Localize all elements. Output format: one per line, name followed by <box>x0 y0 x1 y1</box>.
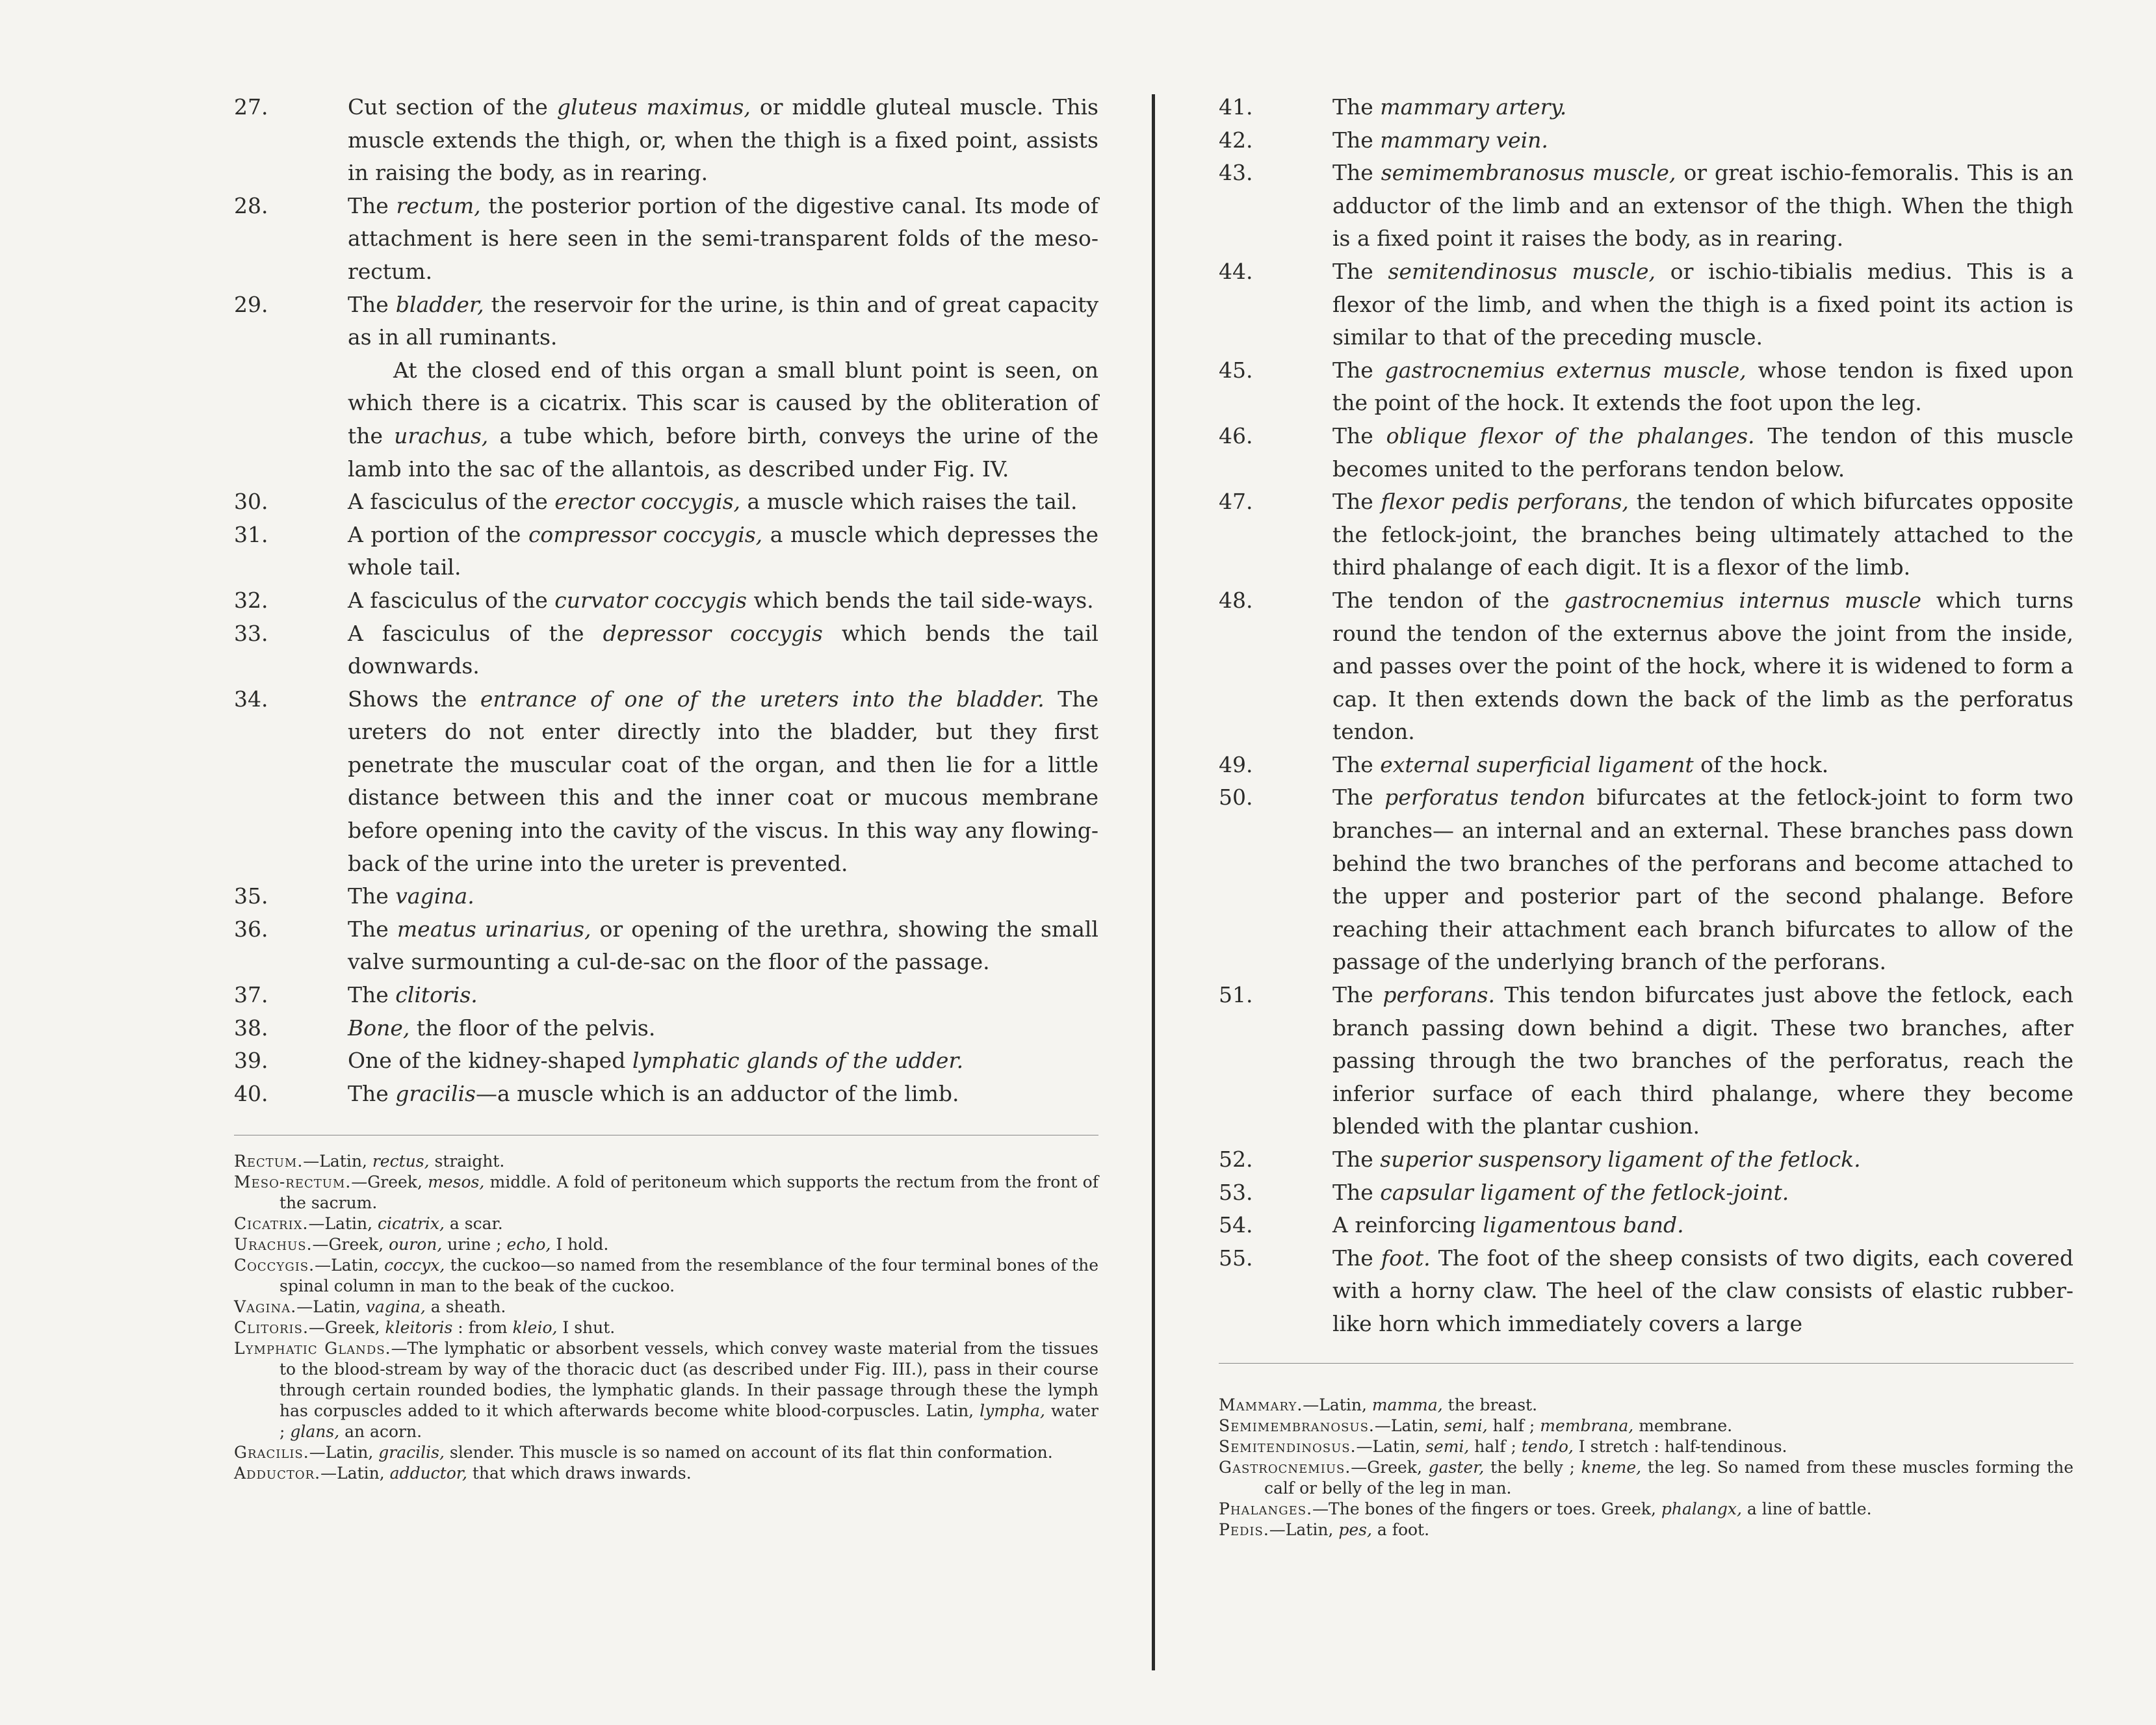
entry-number: 43. <box>1219 160 1253 186</box>
entry-number: 41. <box>1219 94 1253 120</box>
right-item-list <box>1219 91 2073 1341</box>
numbered-entry <box>1219 157 2073 255</box>
entry-text: A fasciculus of the depressor coccygis which bends the tail downwards. <box>348 620 1098 679</box>
numbered-entry <box>234 519 1098 584</box>
footnote: Mammary.—Latin, mamma, the breast. <box>1219 1395 1538 1414</box>
numbered-entry <box>1219 1209 2073 1242</box>
footnote: Rectum.—Latin, rectus, straight. <box>234 1152 505 1171</box>
entry-number: 55. <box>1219 1245 1253 1271</box>
entry-number: 29. <box>234 291 268 317</box>
entry-text: A reinforcing ligamentous band. <box>1332 1212 1684 1238</box>
right-footnotes <box>1219 1395 2073 1540</box>
entry-number: 50. <box>1219 785 1253 811</box>
entry-text: The tendon of the gastrocnemius internus muscle which turns round the tendon of the externus above the joint from the inside, and passes over the point of the hock, where it is widened to form a cap. It then extends down the back of the limb as the perforatus tendon. <box>1332 587 2074 745</box>
footnote: Lymphatic Glands.—The lymphatic or absorbent vessels, which convey waste material from the tissues to the blood-stream by way of the thoracic duct (as described under Fig. III.), pass in their course through certain rounded bodies, the lymphatic glands. In their passage through these the lymph has corpuscles added to it which afterwards become white blood-corpuscles. Latin, lympha, water ; glans, an acorn. <box>234 1339 1098 1442</box>
numbered-entry <box>1219 91 2073 124</box>
numbered-entry <box>1219 1242 2073 1341</box>
entry-text: The foot. The foot of the sheep consists of two digits, each covered with a horny claw. The heel of the claw consists of elastic rubber-like horn which immediately covers a large <box>1332 1245 2073 1336</box>
entry-text: The clitoris. <box>348 982 478 1008</box>
numbered-entry <box>234 913 1098 979</box>
numbered-entry <box>234 289 1098 486</box>
entry-number: 32. <box>234 587 268 613</box>
numbered-entry <box>234 617 1098 683</box>
numbered-entry <box>1219 781 2073 979</box>
entry-text: Shows the entrance of one of the ureters into the bladder. The ureters do not enter directly into the bladder, but they first penetrate the muscular coat of the organ, and then lie for a little distance between this and the inner coat or mucous membrane before opening into the cavity of the viscus. In this way any flowing-back of the urine into the ureter is prevented. <box>348 686 1098 876</box>
entry-text: The mammary vein. <box>1332 127 1548 153</box>
numbered-entry <box>234 880 1098 913</box>
entry-number: 46. <box>1219 422 1253 448</box>
numbered-entry <box>234 190 1098 289</box>
numbered-entry <box>1219 584 2073 749</box>
entry-text: The superior suspensory ligament of the fetlock. <box>1332 1147 1861 1172</box>
numbered-entry <box>1219 749 2073 782</box>
entry-number: 40. <box>234 1080 268 1106</box>
left-item-list <box>234 91 1098 1110</box>
numbered-entry <box>1219 1176 2073 1210</box>
left-column <box>234 91 1098 1484</box>
entry-text: Bone, the floor of the pelvis. <box>348 1015 656 1041</box>
entry-text: The meatus urinarius, or opening of the urethra, showing the small valve surmounting a cul-de-sac on the floor of the passage. <box>348 916 1098 975</box>
numbered-entry <box>1219 420 2073 486</box>
numbered-entry <box>234 91 1098 190</box>
footnote: Vagina.—Latin, vagina, a sheath. <box>234 1297 506 1317</box>
column-divider <box>1152 94 1155 1670</box>
entry-number: 45. <box>1219 357 1253 383</box>
entry-text: The gastrocnemius externus muscle, whose tendon is fixed upon the point of the hock. It extends the foot upon the leg. <box>1332 357 2073 416</box>
entry-text: Cut section of the gluteus maximus, or middle gluteal muscle. This muscle extends the thigh, or, when the thigh is a fixed point, assists in raising the body, as in rearing. <box>348 94 1098 186</box>
entry-number: 52. <box>1219 1147 1253 1172</box>
entry-text: The capsular ligament of the fetlock-joint. <box>1332 1179 1789 1205</box>
entry-text: The oblique flexor of the phalanges. The tendon of this muscle becomes united to the perforans tendon below. <box>1332 422 2073 482</box>
right-column <box>1219 91 2073 1540</box>
numbered-entry <box>1219 486 2073 584</box>
entry-subparagraph: At the closed end of this organ a small blunt point is seen, on which there is a cicatrix. This scar is caused by the obliteration of the urachus, a tube which, before birth, conveys the urine of the lamb into the sac of the allantois, as described under Fig. IV. <box>348 357 1098 482</box>
numbered-entry <box>1219 255 2073 354</box>
numbered-entry <box>234 683 1098 881</box>
footnote: Phalanges.—The bones of the fingers or toes. Greek, phalangx, a line of battle. <box>1219 1499 1872 1518</box>
footnote: Semimembranosus.—Latin, semi, half ; membrana, membrane. <box>1219 1416 1733 1435</box>
numbered-entry <box>234 486 1098 519</box>
entry-text: A fasciculus of the erector coccygis, a muscle which raises the tail. <box>348 489 1078 515</box>
entry-number: 27. <box>234 94 268 120</box>
entry-number: 33. <box>234 620 268 646</box>
footnote: Gracilis.—Latin, gracilis, slender. This muscle is so named on account of its flat thin conformation. <box>234 1443 1053 1462</box>
footnote: Urachus.—Greek, ouron, urine ; echo, I hold. <box>234 1235 609 1254</box>
footnote: Cicatrix.—Latin, cicatrix, a scar. <box>234 1214 503 1234</box>
entry-number: 36. <box>234 916 268 942</box>
numbered-entry <box>1219 1143 2073 1176</box>
entry-text: The external superficial ligament of the hock. <box>1332 751 1829 777</box>
entry-number: 53. <box>1219 1179 1253 1205</box>
numbered-entry <box>234 1044 1098 1078</box>
entry-text: The bladder, the reservoir for the urine, is thin and of great capacity as in all ruminants. <box>348 291 1098 350</box>
entry-text: One of the kidney-shaped lymphatic glands of the udder. <box>348 1048 964 1074</box>
entry-text: The rectum, the posterior portion of the digestive canal. Its mode of attachment is here seen in the semi-transparent folds of the meso-rectum. <box>348 192 1098 284</box>
entry-number: 35. <box>234 883 268 909</box>
entry-number: 42. <box>1219 127 1253 153</box>
entry-number: 49. <box>1219 751 1253 777</box>
numbered-entry <box>234 584 1098 617</box>
numbered-entry <box>234 1012 1098 1045</box>
entry-text: The mammary artery. <box>1332 94 1567 120</box>
footnote: Clitoris.—Greek, kleitoris : from kleio, I shut. <box>234 1318 616 1338</box>
footnote: Pedis.—Latin, pes, a foot. <box>1219 1520 1430 1539</box>
numbered-entry <box>1219 124 2073 157</box>
footnote: Gastrocnemius.—Greek, gaster, the belly ; kneme, the leg. So named from these muscles forming the calf or belly of the leg in man. <box>1219 1457 2073 1498</box>
entry-number: 34. <box>234 686 268 712</box>
numbered-entry <box>1219 354 2073 420</box>
numbered-entry <box>1219 979 2073 1143</box>
numbered-entry <box>234 1078 1098 1111</box>
entry-number: 47. <box>1219 489 1253 515</box>
entry-text: A portion of the compressor coccygis, a muscle which depresses the whole tail. <box>348 521 1098 580</box>
entry-text: The perforatus tendon bifurcates at the fetlock-joint to form two branches— an internal and an external. These branches pass down behind the two branches of the perforans and become attached to the upper and posterior part of the second phalange. Before reaching their attachment each branch bifurcates to allow of the passage of the underlying branch of the perforans. <box>1332 785 2073 975</box>
footnote-rule <box>1219 1363 2073 1364</box>
footnote: Coccygis.—Latin, coccyx, the cuckoo—so named from the resemblance of the four terminal bones of the spinal column in man to the beak of the cuckoo. <box>234 1256 1099 1296</box>
footnote: Meso-rectum.—Greek, mesos, middle. A fold of peritoneum which supports the rectum from the front of the sacrum. <box>234 1173 1098 1213</box>
entry-number: 37. <box>234 982 268 1008</box>
entry-number: 51. <box>1219 982 1253 1008</box>
left-footnotes <box>234 1151 1098 1484</box>
numbered-entry <box>234 979 1098 1012</box>
entry-text: The vagina. <box>348 883 474 909</box>
entry-text: A fasciculus of the curvator coccygis which bends the tail side-ways. <box>348 587 1094 613</box>
entry-text: The semitendinosus muscle, or ischio-tibialis medius. This is a flexor of the limb, and when the thigh is a fixed point its action is similar to that of the preceding muscle. <box>1332 258 2073 350</box>
entry-number: 48. <box>1219 587 1253 613</box>
footnote: Adductor.—Latin, adductor, that which draws inwards. <box>234 1464 692 1483</box>
entry-number: 54. <box>1219 1212 1253 1238</box>
entry-number: 28. <box>234 192 268 218</box>
footnote: Semitendinosus.—Latin, semi, half ; tendo, I stretch : half-tendinous. <box>1219 1436 1787 1456</box>
entry-number: 38. <box>234 1015 268 1041</box>
entry-text: The flexor pedis perforans, the tendon of which bifurcates opposite the fetlock-joint, the branches being ultimately attached to the third phalange of each digit. It is a flexor of the limb. <box>1332 489 2073 580</box>
entry-number: 44. <box>1219 258 1253 284</box>
entry-number: 39. <box>234 1048 268 1074</box>
entry-text: The gracilis—a muscle which is an adductor of the limb. <box>348 1080 959 1106</box>
entry-text: The semimembranosus muscle, or great ischio-femoralis. This is an adductor of the limb and an extensor of the thigh. When the thigh is a fixed point it raises the body, as in rearing. <box>1332 160 2073 252</box>
entry-text: The perforans. This tendon bifurcates just above the fetlock, each branch passing down behind a digit. These two branches, after passing through the two branches of the perforatus, reach the inferior surface of each third phalange, where they become blended with the plantar cushion. <box>1332 982 2073 1139</box>
entry-number: 31. <box>234 521 268 547</box>
entry-number: 30. <box>234 489 268 515</box>
